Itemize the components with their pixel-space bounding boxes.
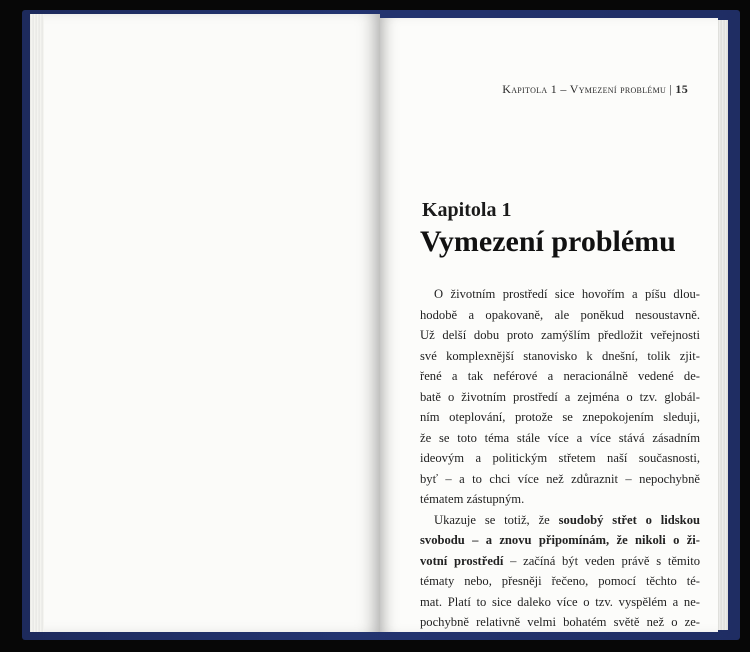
text-line	[420, 510, 700, 531]
body-text	[420, 284, 700, 633]
text-line	[420, 551, 700, 572]
emphasis-run: votní prostředí	[420, 553, 504, 568]
running-head	[502, 82, 688, 97]
text-line: své komplexnější stanovisko k dnešní, tolik zjit-	[420, 348, 700, 363]
emphasis-run: soudobý střet o lidskou	[558, 512, 700, 527]
chapter-title: Vymezení problému	[420, 225, 676, 258]
text-line: ideovým a politickým střetem naší současnosti,	[420, 451, 700, 465]
text-line: byť – a to chci více než zdůraznit – nepochybně	[420, 471, 700, 486]
text-line: řené a tak neférové a neracionálně vedené de-	[420, 369, 700, 383]
running-head-separator: –	[560, 82, 567, 96]
text-line: mat. Platí to sice daleko více o tzv. vyspělém a ne-	[420, 594, 700, 609]
emphasis-run: svobodu – a znovu připomínám, že nikoli o ži-	[420, 533, 700, 547]
text-line: batě o životním prostředí a zejména o tzv. globál-	[420, 389, 700, 404]
running-head-chapter: Kapitola 1	[502, 82, 558, 96]
text-line: pochybně relativně velmi bohatém světě než o ze-	[420, 615, 700, 629]
running-head-section: Vymezení problému	[569, 82, 667, 96]
right-page	[380, 18, 718, 632]
chapter-label: Kapitola 1	[422, 199, 512, 221]
text-line: tématem zástupným.	[420, 492, 525, 506]
left-page	[30, 14, 380, 632]
text-line: že se toto téma stále více a více stává zásadním	[420, 430, 700, 445]
text-line: Už delší dobu proto zamýšlím předložit veřejnosti	[420, 328, 700, 342]
right-page-edges	[718, 20, 728, 630]
text-line	[420, 530, 700, 551]
text-line: ním oteplování, protože se znepokojením sleduji,	[420, 410, 700, 424]
text-line: tématy nebo, přesněji řečeno, pomocí těchto té-	[420, 574, 700, 588]
page-number: 15	[675, 82, 688, 96]
text-line: hodobě a opakovaně, ale poněkud nesoustavně.	[420, 307, 700, 322]
text-run: Ukazuje se totiž, že	[434, 512, 559, 527]
text-line: O životním prostředí sice hovořím a píšu dlou-	[434, 287, 700, 301]
running-head-bar: |	[669, 82, 673, 96]
text-run: – začíná být veden právě s těmito	[503, 553, 700, 568]
left-page-edges	[30, 14, 44, 632]
